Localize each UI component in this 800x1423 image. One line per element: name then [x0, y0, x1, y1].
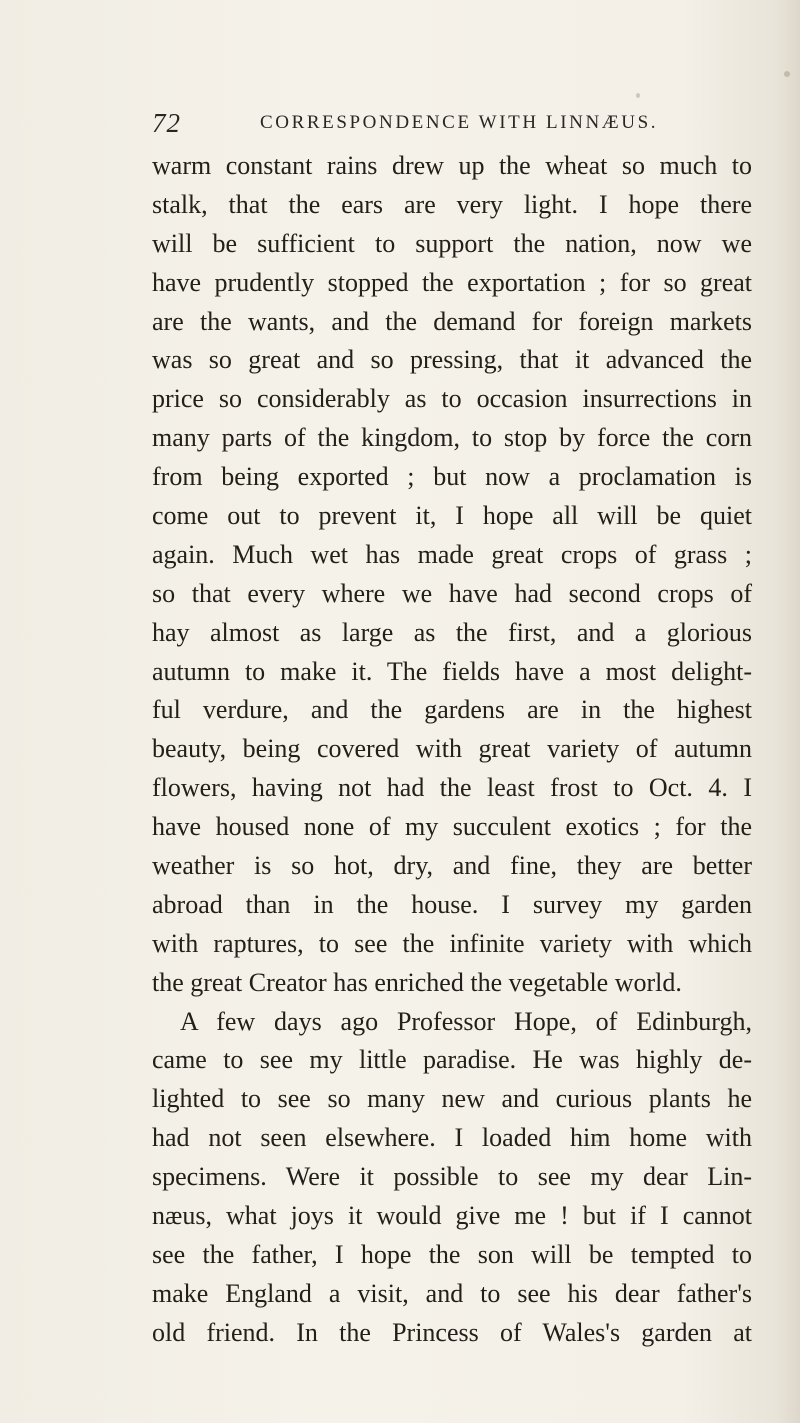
- text-line: price so considerably as to occasion insurrections in: [152, 384, 752, 414]
- text-line: with raptures, to see the infinite variety with which: [152, 928, 752, 958]
- text-line: had not seen elsewhere. I loaded him home with: [152, 1123, 752, 1153]
- text-line: beauty, being covered with great variety of autumn: [152, 734, 752, 764]
- text-line: næus, what joys it would give me ! but if I cannot: [152, 1201, 752, 1231]
- text-line: stalk, that the ears are very light. I hope there: [152, 189, 752, 219]
- text-line: see the father, I hope the son will be tempted to: [152, 1239, 752, 1269]
- text-line: warm constant rains drew up the wheat so much to: [152, 151, 752, 180]
- text-line: specimens. Were it possible to see my dear Lin-: [152, 1162, 752, 1192]
- text-line: the great Creator has enriched the vegetable world.: [152, 967, 682, 997]
- paragraph-first-line: A few days ago Professor Hope, of Edinburgh,: [180, 1006, 752, 1036]
- text-line: flowers, having not had the least frost to Oct. 4. I: [152, 773, 752, 803]
- text-line: from being exported ; but now a proclamation is: [152, 462, 752, 492]
- text-line: come out to prevent it, I hope all will be quiet: [152, 501, 752, 531]
- ink-speck: [636, 93, 640, 98]
- page-number: 72: [152, 108, 181, 138]
- letter-body: [152, 147, 752, 1353]
- text-line: abroad than in the house. I survey my garden: [152, 889, 752, 919]
- text-line: make England a visit, and to see his dear father's: [152, 1278, 752, 1308]
- text-line: hay almost as large as the first, and a glorious: [152, 617, 752, 647]
- text-line: again. Much wet has made great crops of grass ;: [152, 539, 752, 569]
- text-line: was so great and so pressing, that it advanced the: [152, 345, 752, 375]
- text-line: have prudently stopped the exportation ; for so great: [152, 267, 752, 297]
- text-line: are the wants, and the demand for foreign markets: [152, 306, 752, 336]
- text-line: autumn to make it. The fields have a most delight-: [152, 656, 752, 686]
- text-line: old friend. In the Princess of Wales's garden at: [152, 1317, 752, 1347]
- text-line: came to see my little paradise. He was highly de-: [152, 1045, 752, 1075]
- text-line: ful verdure, and the gardens are in the highest: [152, 695, 752, 725]
- text-line: have housed none of my succulent exotics ; for the: [152, 812, 752, 842]
- text-line: weather is so hot, dry, and fine, they are better: [152, 851, 752, 881]
- ink-speck: [784, 71, 790, 77]
- page-header: [152, 108, 752, 142]
- text-line: so that every where we have had second crops of: [152, 578, 752, 608]
- running-head: CORRESPONDENCE WITH LINNÆUS.: [260, 112, 659, 133]
- text-line: many parts of the kingdom, to stop by force the corn: [152, 423, 752, 453]
- text-line: will be sufficient to support the nation, now we: [152, 228, 752, 258]
- text-line: lighted to see so many new and curious plants he: [152, 1084, 752, 1114]
